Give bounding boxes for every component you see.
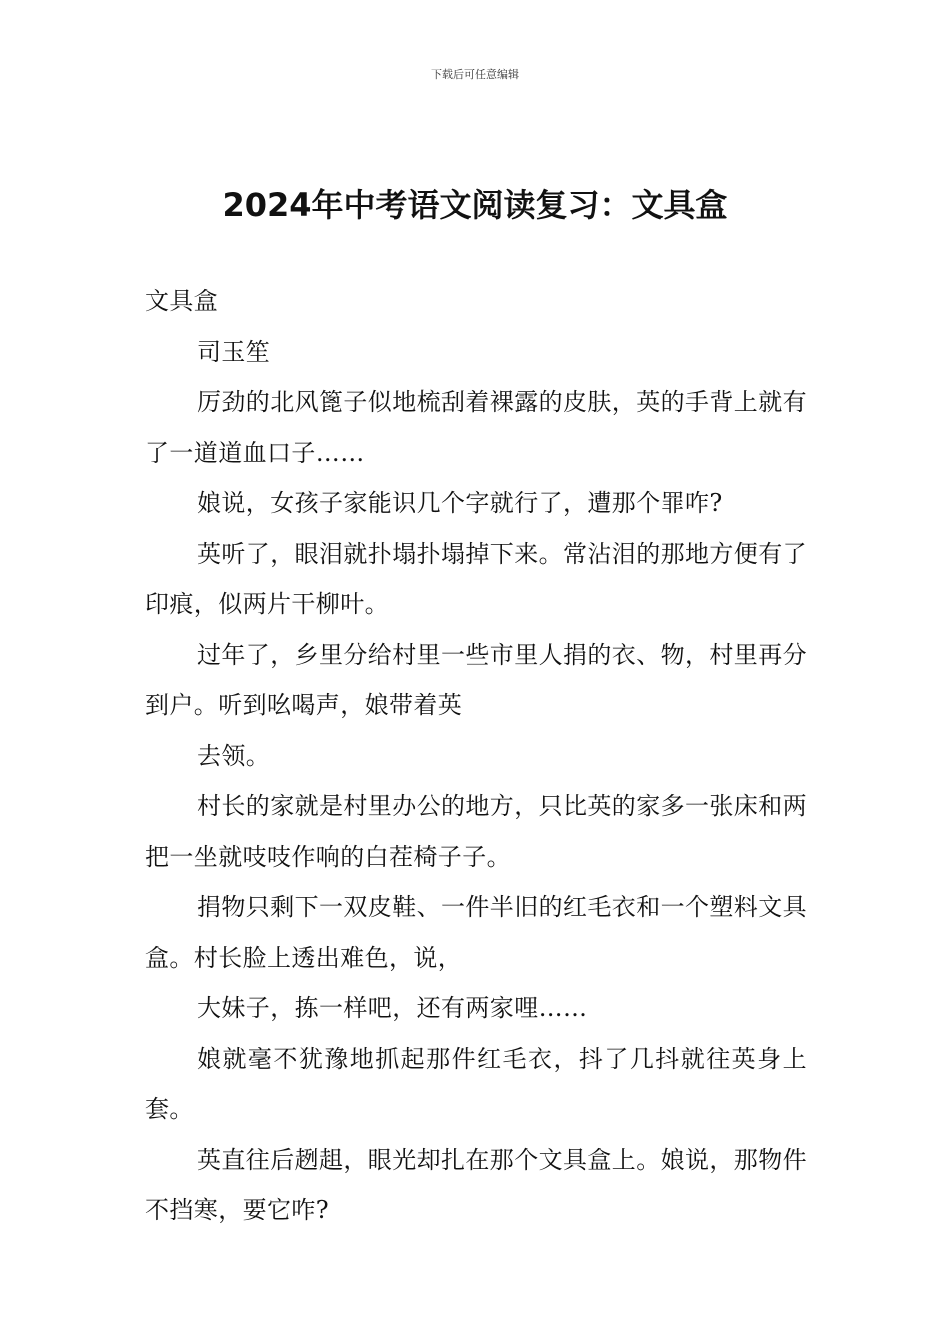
paragraph: 英听了，眼泪就扑塌扑塌掉下来。常沾泪的那地方便有了印痕，似两片干柳叶。 [145,539,807,618]
document-body [145,276,807,1236]
paragraph: 村长的家就是村里办公的地方，只比英的家多一张床和两把一坐就吱吱作响的白茬椅子子。 [145,792,807,871]
document-title: 2024年中考语文阅读复习：文具盒 [222,186,728,224]
paragraph: 娘就毫不犹豫地抓起那件红毛衣，抖了几抖就往英身上套。 [145,1044,807,1123]
paragraph: 英直往后趔趄，眼光却扎在那个文具盒上。娘说，那物件不挡寒，要它咋? [145,1145,807,1224]
section-heading: 文具盒 [145,287,219,315]
paragraph: 娘说，女孩子家能识几个字就行了，遭那个罪咋? [197,489,723,517]
paragraph: 大妹子，拣一样吧，还有两家哩…… [197,994,588,1022]
header-note: 下载后可任意编辑 [431,68,519,81]
paragraph: 过年了，乡里分给村里一些市里人捐的衣、物，村里再分到户。听到吆喝声，娘带着英 [145,640,807,719]
author-line: 司玉笙 [197,337,271,366]
paragraph: 厉劲的北风篦子似地梳刮着裸露的皮肤，英的手背上就有了一道道血口子…… [145,388,807,467]
paragraph: 捐物只剩下一双皮鞋、一件半旧的红毛衣和一个塑料文具盒。村长脸上透出难色，说， [145,893,807,972]
paragraph: 去领。 [197,741,271,770]
